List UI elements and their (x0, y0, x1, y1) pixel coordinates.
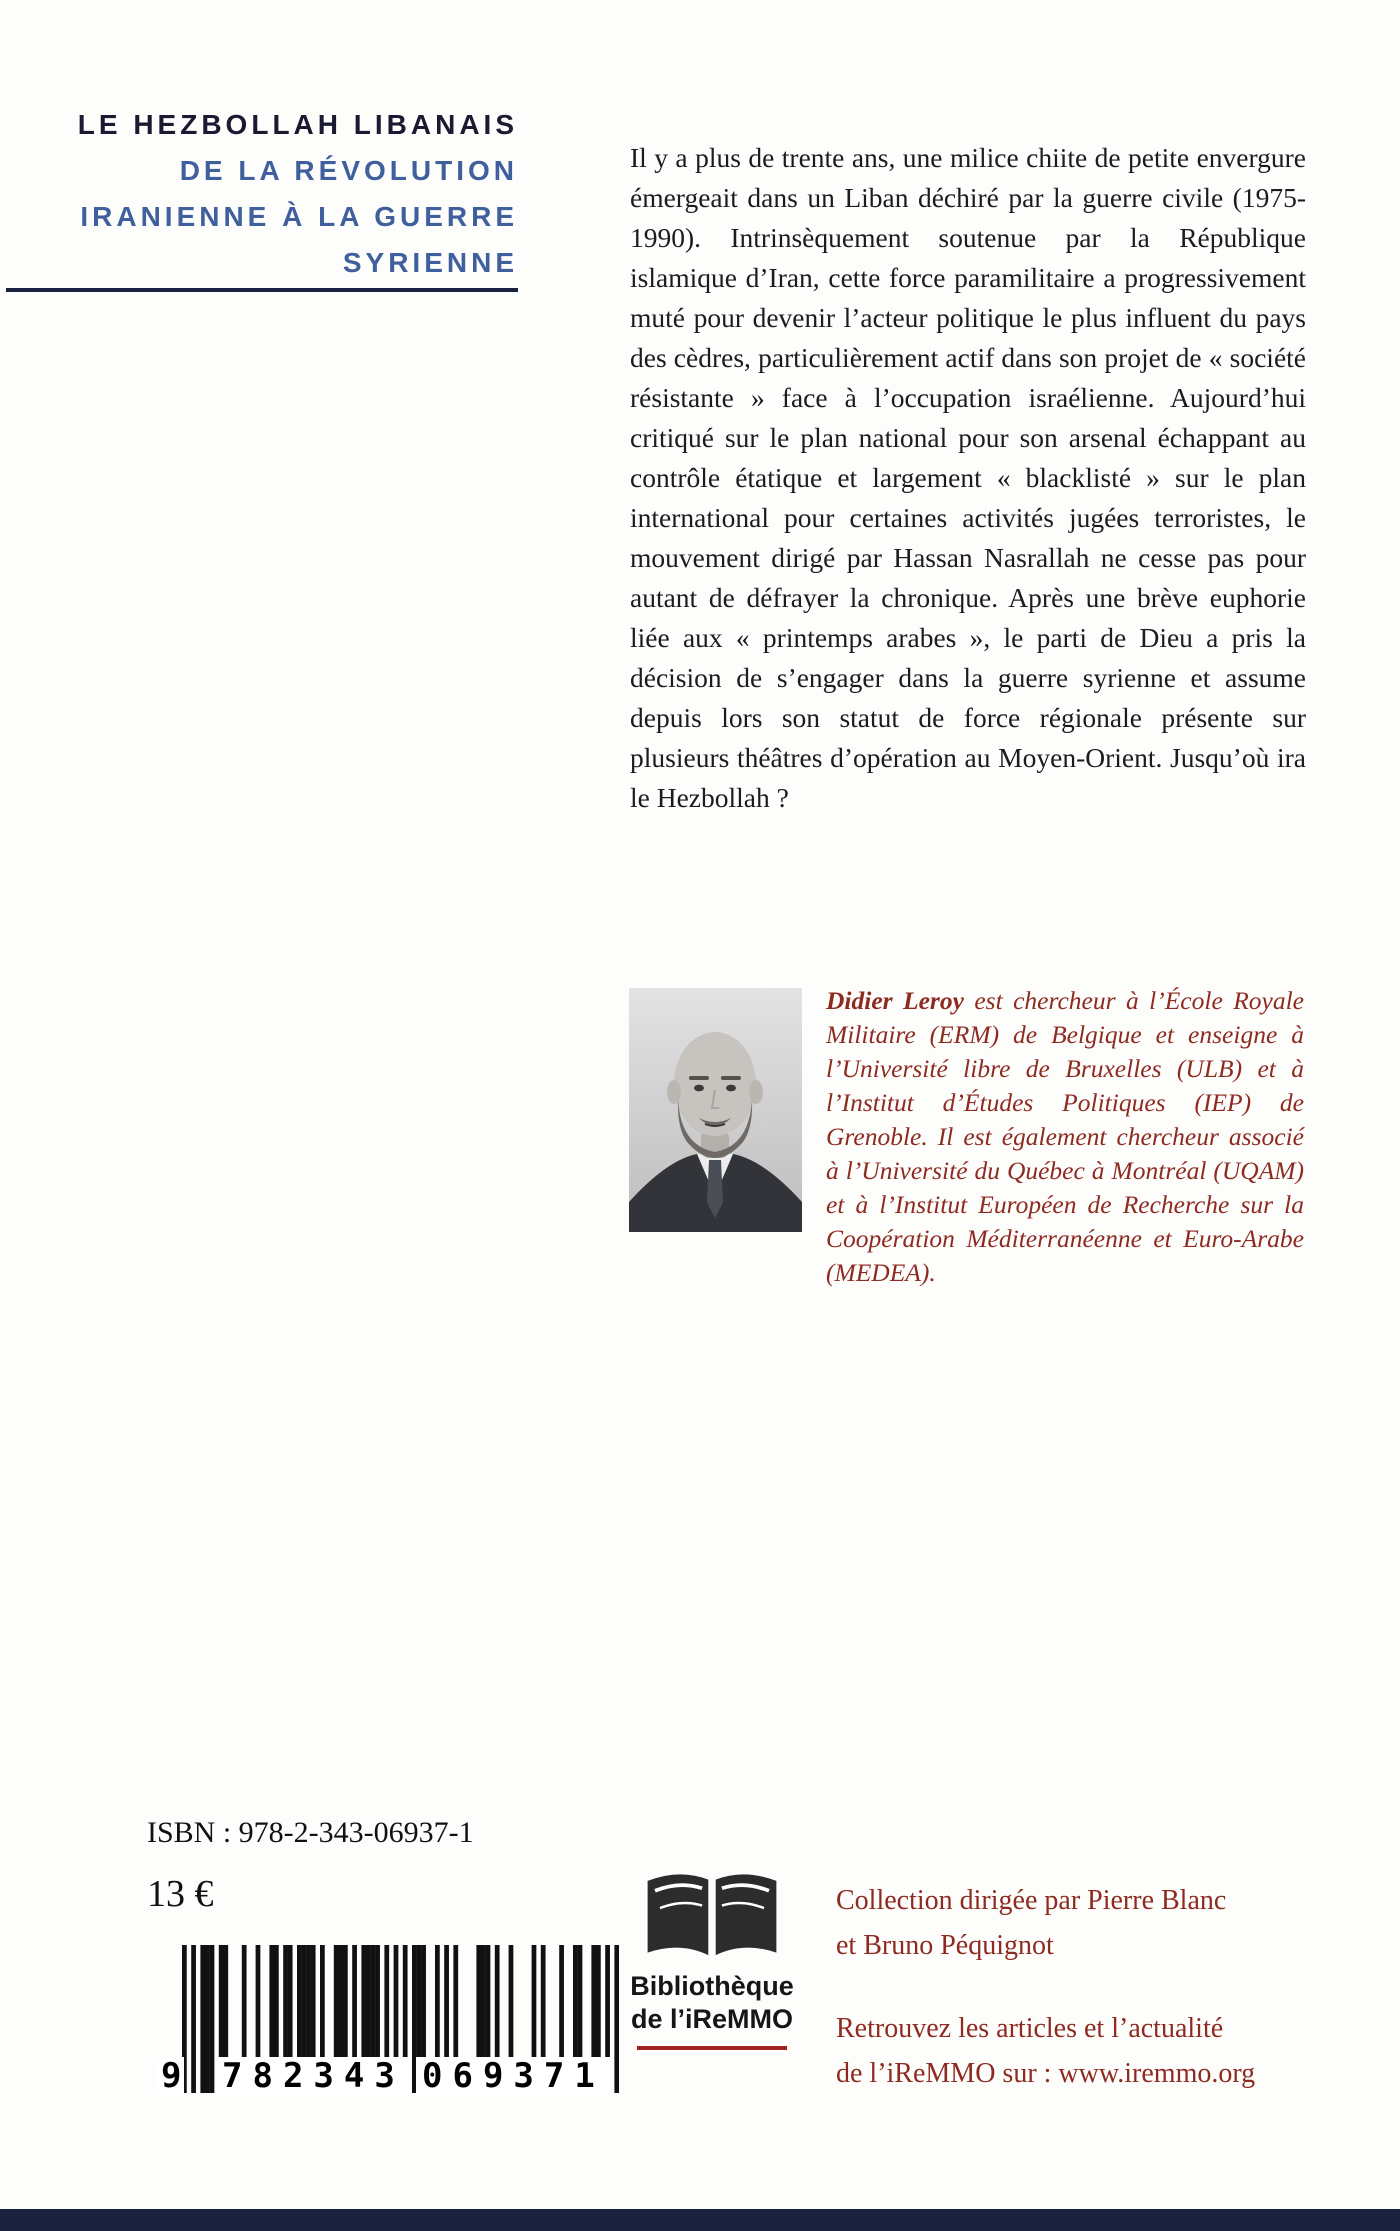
barcode-digit-group-1: 9 (158, 2057, 184, 2095)
publisher-red-line (637, 2046, 787, 2050)
author-photo (629, 988, 802, 1232)
open-book-icon (637, 1866, 787, 1970)
title-block (0, 102, 518, 286)
portrait-illustration (629, 988, 802, 1232)
collection-line-1: Collection dirigée par Pierre Blanc (836, 1885, 1227, 1916)
publisher-logo-block (630, 1866, 794, 2050)
title-rule (6, 288, 518, 292)
isbn-label: ISBN : 978-2-343-06937-1 (147, 1816, 474, 1849)
barcode-digit-group-2: 782343 (216, 2057, 411, 2095)
website-line-1: Retrouvez les articles et l’actualité (836, 2013, 1224, 2044)
synopsis-text: Il y a plus de trente ans, une milice chiite de petite envergure émergeait dans un Liban déchiré par la guerre civile (1975-1990). Intrinsèquement soutenue par la République islamique d’Iran, cette force paramilitaire a progressivement muté pour devenir l’acteur politique le plus influent du pays des cèdres, particulièrement actif dans son projet de « société résistante » face à l’occupation israélienne. Aujourd’hui critiqué sur le plan national pour son arsenal échappant au contrôle étatique et largement « blacklisté » sur le plan international pour certaines activités jugées terroristes, le mouvement dirigé par Hassan Nasrallah ne cesse pas pour autant de défrayer la chronique. Après une brève euphorie liée aux « printemps arabes », le parti de Dieu a pris la décision de s’engager dans la guerre syrienne et assume depuis lors son statut de force régionale présente sur plusieurs théâtres d’opération au Moyen-Orient. Jusqu’où ira le Hezbollah ? (630, 141, 1306, 813)
author-bio-text: est chercheur à l’École Royale Militaire (ERM) de Belgique et enseigne à l’Université libre de Bruxelles (ULB) et à l’Institut d’Études Politiques (IEP) de Grenoble. Il est également chercheur associé à l’Université du Québec à Montréal (UQAM) et à l’Institut Européen de Recherche sur la Coopération Méditerranéenne et Euro-Arabe (MEDEA). (826, 986, 1305, 1287)
author-name: Didier Leroy (826, 986, 964, 1015)
title-line-4: SYRIENNE (342, 247, 518, 278)
collection-credit (836, 1878, 1306, 1968)
website-note (836, 2006, 1306, 2096)
bottom-navy-bar (0, 2209, 1400, 2231)
title-line-3: IRANIENNE À LA GUERRE (80, 201, 518, 232)
publisher-name-line-1: Bibliothèque (630, 1971, 794, 2001)
collection-line-2: et Bruno Péquignot (836, 1930, 1054, 1961)
author-bio (826, 984, 1304, 1290)
ean13-barcode (158, 1945, 628, 2097)
title-line-1: LE HEZBOLLAH LIBANAIS (77, 109, 518, 140)
title-line-2: DE LA RÉVOLUTION (179, 155, 518, 186)
barcode-digit-group-3: 069371 (416, 2057, 611, 2095)
price-label: 13 € (147, 1873, 214, 1915)
website-line-2: de l’iReMMO sur : www.iremmo.org (836, 2058, 1256, 2089)
publisher-name-line-2: de l’iReMMO (630, 2004, 793, 2034)
